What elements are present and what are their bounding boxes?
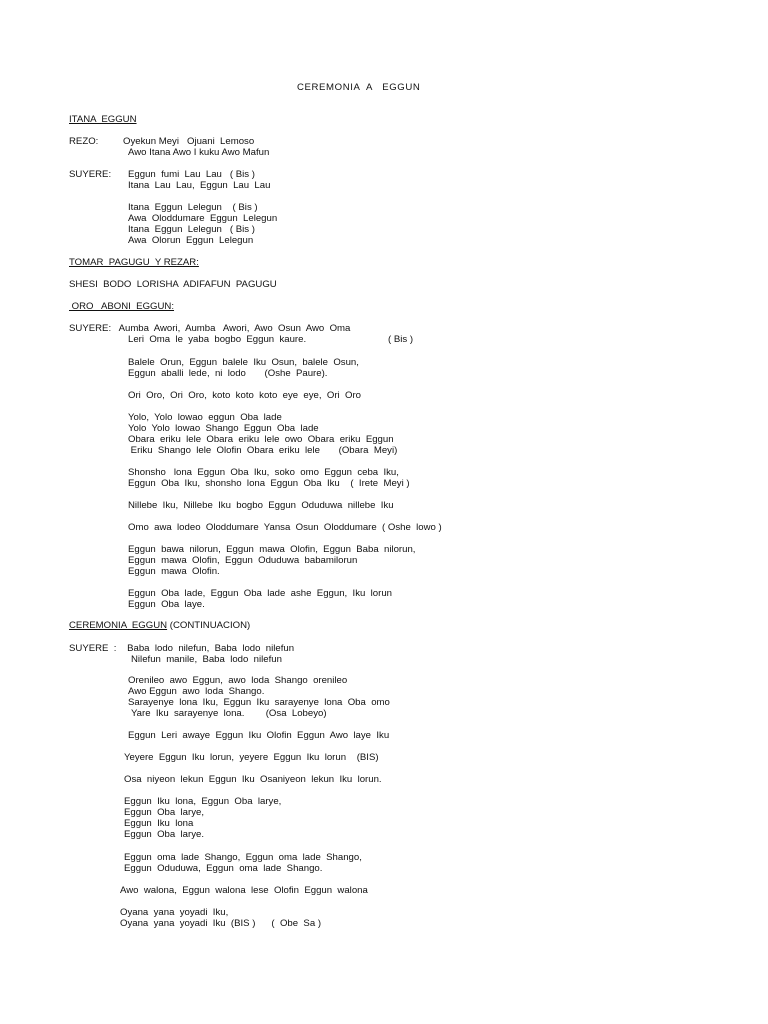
text-line: Eggun Oba larye.: [124, 829, 204, 840]
text-line: REZO:: [69, 136, 99, 147]
text-line: Eggun Oba lade, Eggun Oba lade ashe Eggun, Iku lorun: [128, 588, 393, 599]
text-line: Eggun bawa nilorun, Eggun mawa Olofin, Eggun Baba nilorun,: [128, 544, 416, 555]
text-line: Oyana yana yoyadi Iku,: [120, 907, 229, 918]
text-line: Balele Orun, Eggun balele Iku Osun, balele Osun,: [128, 357, 359, 368]
text-line: Eggun Oba larye,: [124, 807, 204, 818]
text-line: Eriku Shango lele Olofin Obara eriku lele (Obara Meyi): [128, 445, 398, 456]
text-line: Eggun Iku lona, Eggun Oba larye,: [124, 796, 282, 807]
page-title: CEREMONIA A EGGUN: [297, 82, 421, 93]
text-line: Eggun Oba Iku, shonsho lona Eggun Oba Iku ( Irete Meyi ): [128, 478, 410, 489]
text-line: Orenileo awo Eggun, awo loda Shango orenileo: [128, 675, 348, 686]
text-line: Eggun Oba laye.: [128, 599, 205, 610]
text-line: SUYERE : Baba lodo nilefun, Baba lodo nilefun: [69, 643, 295, 654]
text-line: Eggun Oduduwa, Eggun oma lade Shango.: [124, 863, 323, 874]
text-line: Shonsho lona Eggun Oba Iku, soko omo Eggun ceba Iku,: [128, 467, 399, 478]
text-line: ( Bis ): [388, 334, 414, 345]
section-heading-itana-eggun: ITANA EGGUN: [69, 114, 137, 125]
section-heading-ceremonia-eggun: [69, 620, 250, 631]
text-line: Itana Eggun Lelegun ( Bis ): [128, 224, 255, 235]
text-line: Nillebe Iku, Nillebe Iku bogbo Eggun Oduduwa nillebe Iku: [128, 500, 394, 511]
text-line: Awa Oloddumare Eggun Lelegun: [128, 213, 278, 224]
text-line: Yolo Yolo lowao Shango Eggun Oba lade: [128, 423, 319, 434]
text-line: Obara eriku lele Obara eriku lele owo Obara eriku Eggun: [128, 434, 394, 445]
text-line: Eggun aballi lede, ni lodo (Oshe Paure).: [128, 368, 328, 379]
text-line: Eggun fumi Lau Lau ( Bis ): [128, 169, 255, 180]
text-line: Eggun mawa Olofin.: [128, 566, 220, 577]
text-line: Yare Iku sarayenye lona. (Osa Lobeyo): [131, 708, 327, 719]
text-line: Omo awa lodeo Oloddumare Yansa Osun Oloddumare ( Oshe lowo ): [128, 522, 442, 533]
text-line: Awo Itana Awo I kuku Awo Mafun: [128, 147, 270, 158]
text-line: Leri Oma le yaba bogbo Eggun kaure.: [128, 334, 307, 345]
text-line: Nilefun manile, Baba lodo nilefun: [131, 654, 282, 665]
text-line: Yeyere Eggun Iku lorun, yeyere Eggun Iku lorun (BIS): [124, 752, 379, 763]
text-line: SUYERE:: [69, 169, 112, 180]
section-heading-oro-aboni-eggun: ORO ABONI EGGUN:: [69, 301, 175, 312]
text-line: Yolo, Yolo lowao eggun Oba lade: [128, 412, 282, 423]
text-line: Itana Lau Lau, Eggun Lau Lau: [128, 180, 271, 191]
text-line: SUYERE: Aumba Awori, Aumba Awori, Awo Osun Awo Oma: [69, 323, 351, 334]
text-line: Oyana yana yoyadi Iku (BIS ) ( Obe Sa ): [120, 918, 322, 929]
text-line: Awa Olorun Eggun Lelegun: [128, 235, 254, 246]
section-heading-tomar-pagugu: TOMAR PAGUGU Y REZAR:: [69, 257, 199, 268]
text-line: Awo walona, Eggun walona lese Olofin Eggun walona: [120, 885, 368, 896]
section-heading-text: CEREMONIA EGGUN: [69, 620, 168, 631]
text-line: Ori Oro, Ori Oro, koto koto koto eye eye, Ori Oro: [128, 390, 361, 401]
text-line: Eggun mawa Olofin, Eggun Oduduwa babamilorun: [128, 555, 358, 566]
text-line: Awo Eggun awo loda Shango.: [128, 686, 265, 697]
text-line: Eggun Leri awaye Eggun Iku Olofin Eggun Awo laye Iku: [128, 730, 390, 741]
text-line: Sarayenye lona Iku, Eggun Iku sarayenye lona Oba omo: [128, 697, 390, 708]
text-line: SHESI BODO LORISHA ADIFAFUN PAGUGU: [69, 279, 277, 290]
text-line: Oyekun Meyi Ojuani Lemoso: [123, 136, 255, 147]
text-line: Osa niyeon lekun Eggun Iku Osaniyeon lekun Iku lorun.: [124, 774, 382, 785]
text-line: Eggun Iku lona: [124, 818, 194, 829]
text-line: Eggun oma lade Shango, Eggun oma lade Shango,: [124, 852, 362, 863]
section-heading-suffix: (CONTINUACION): [167, 620, 251, 631]
text-line: Itana Eggun Lelegun ( Bis ): [128, 202, 258, 213]
